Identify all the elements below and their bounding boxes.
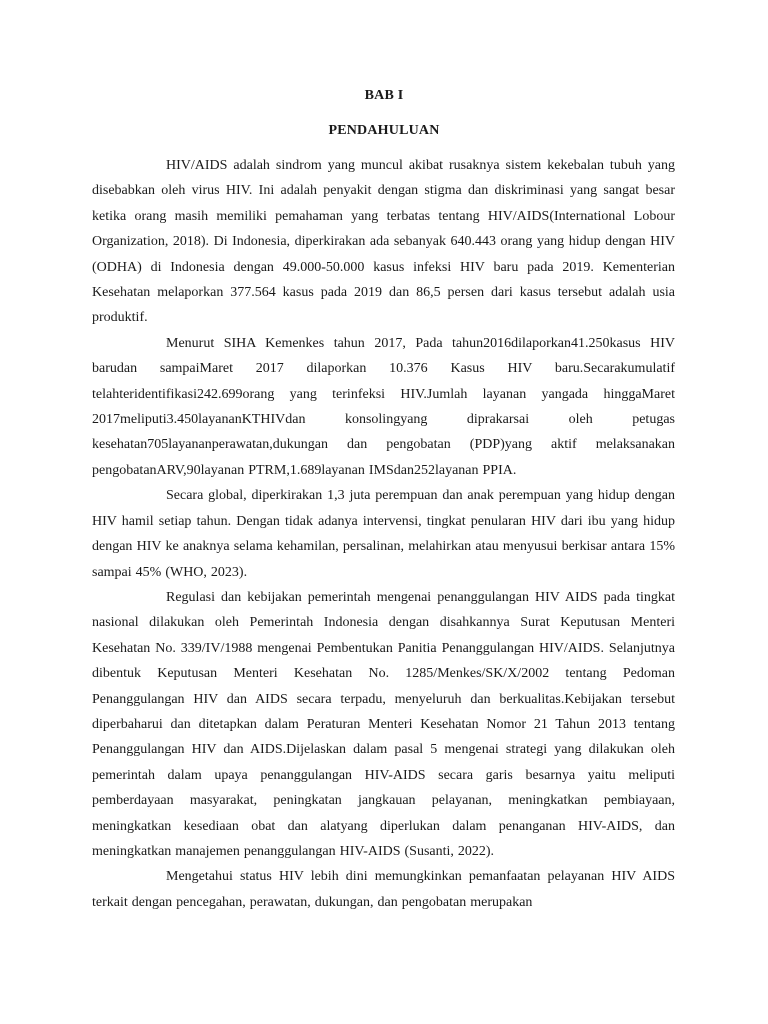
paragraph: Regulasi dan kebijakan pemerintah mengenai penanggulangan HIV AIDS pada tingkat nasional dilakukan oleh Pemerintah Indonesia dengan disahkannya Surat Keputusan Menteri Kesehatan No. 339/IV/1988 mengenai Pembentukan Panitia Penanggulangan HIV/AIDS. Selanjutnya dibentuk Keputusan Menteri Kesehatan No. 1285/Menkes/SK/X/2002 tentang Pedoman Penanggulangan HIV dan AIDS secara terpadu, menyeluruh dan berkualitas.Kebijakan tersebut diperbaharui dan ditetapkan dalam Peraturan Menteri Kesehatan Nomor 21 Tahun 2013 tentang Penanggulangan HIV dan AIDS.Dijelaskan dalam pasal 5 mengenai strategi yang dilakukan oleh pemerintah dalam upaya penanggulangan HIV-AIDS secara garis besarnya yaitu meliputi pemberdayaan masyarakat, peningkatan jangkauan pelayanan, meningkatkan pembiayaan, meningkatkan kesediaan obat dan alatyang diperlukan dalam penanganan HIV-AIDS, dan meningkatkan manajemen penanggulangan HIV-AIDS (Susanti, 2022). xyxy=(92,589,675,859)
paragraph: HIV/AIDS adalah sindrom yang muncul akibat rusaknya sistem kekebalan tubuh yang disebabkan oleh virus HIV. Ini adalah penyakit dengan stigma dan diskriminasi yang sangat besar ketika orang masih memiliki pemahaman yang terbatas tentang HIV/AIDS(International Lobour Organization, 2018). Di Indonesia, diperkirakan ada sebanyak 640.443 orang yang hidup dengan HIV (ODHA) di Indonesia dengan 49.000-50.000 kasus infeksi HIV baru pada 2019. Kementerian Kesehatan melaporkan 377.564 kasus pada 2019 dan 86,5 persen dari kasus tersebut adalah usia produktif. xyxy=(92,158,675,326)
body-text xyxy=(92,153,675,915)
paragraph: Menurut SIHA Kemenkes tahun 2017, Pada tahun2016dilaporkan41.250kasus HIV barudan sampaiMaret 2017 dilaporkan 10.376 Kasus HIV baru.Secarakumulatif telahteridentifikasi242.699orang yang terinfeksi HIV.Jumlah layanan yangada hinggaMaret 2017meliputi3.450layananKTHIVdan konsolingyang diprakarsai oleh petugas kesehatan705layananperawatan,dukungan dan pengobatan (PDP)yang aktif melaksanakan pengobatanARV,90layanan PTRM,1.689layanan IMSdan252layanan PPIA. xyxy=(92,335,675,478)
chapter-title: PENDAHULUAN xyxy=(328,123,440,138)
chapter-heading: BAB I xyxy=(364,88,404,103)
paragraph: Secara global, diperkirakan 1,3 juta perempuan dan anak perempuan yang hidup dengan HIV hamil setiap tahun. Dengan tidak adanya intervensi, tingkat penularan HIV dari ibu yang hidup dengan HIV ke anaknya selama kehamilan, persalinan, melahirkan atau menyusui berkisar antara 15% sampai 45% (WHO, 2023). xyxy=(92,488,675,580)
paragraph: Mengetahui status HIV lebih dini memungkinkan pemanfaatan pelayanan HIV AIDS terkait dengan pencegahan, perawatan, dukungan, dan pengobatan merupakan xyxy=(92,869,675,910)
